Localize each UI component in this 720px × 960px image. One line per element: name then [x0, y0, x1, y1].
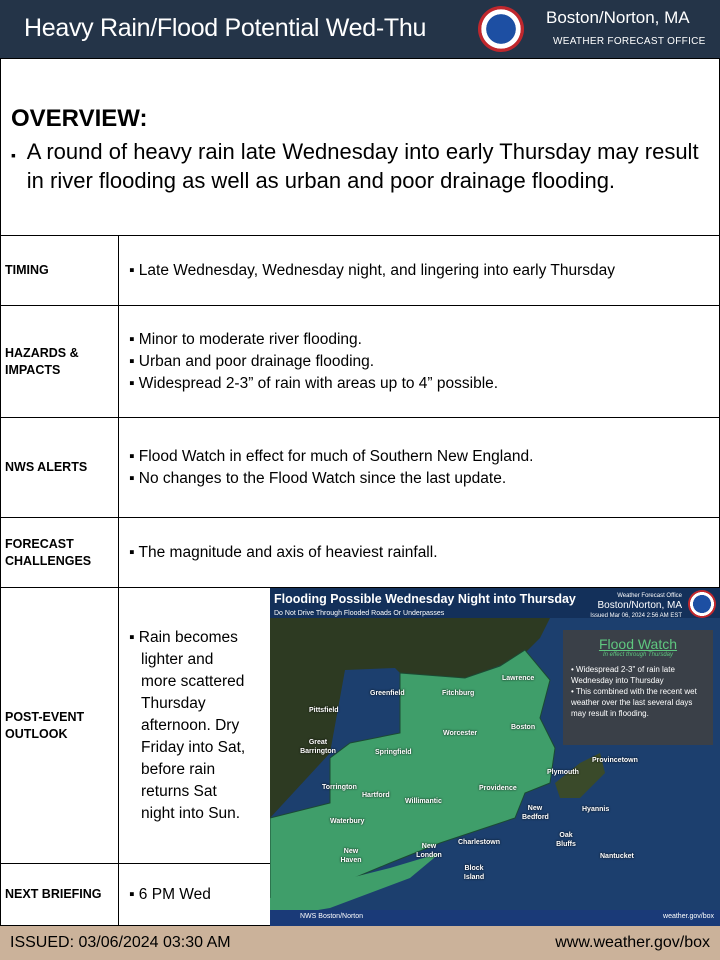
- city-label: Charlestown: [458, 839, 501, 846]
- overview-text: A round of heavy rain late Wednesday into early Thursday may result in river flooding as well as urban and poor drainage flooding.: [26, 139, 699, 193]
- city-label: Provincetown: [592, 757, 638, 764]
- row-item: returns Sat: [141, 782, 217, 800]
- footer-url[interactable]: www.weather.gov/box: [555, 934, 710, 951]
- flood-watch-box: [563, 630, 713, 745]
- flood-watch-item: • This combined with the recent wet weather over the last several days may result in flooding.: [571, 687, 697, 718]
- city-label: Hyannis: [582, 806, 610, 813]
- city-label: Torrington: [322, 784, 357, 791]
- page-title: Heavy Rain/Flood Potential Wed-Thu: [24, 14, 427, 42]
- map-subtitle: Do Not Drive Through Flooded Roads Or Underpasses: [274, 610, 445, 617]
- row-item: Thursday: [141, 694, 206, 712]
- row-label: NWS ALERTS: [1, 418, 119, 517]
- issued-label: ISSUED: 03/06/2024 03:30 AM: [10, 934, 231, 951]
- city-label: New Haven: [340, 848, 362, 864]
- row-label: HAZARDS & IMPACTS: [1, 306, 119, 417]
- city-label: Fitchburg: [442, 690, 475, 697]
- row-item: ▪ Flood Watch in effect for much of Southern New England.: [129, 447, 534, 465]
- row-item: afternoon. Dry: [141, 716, 240, 734]
- city-label: Willimantic: [405, 798, 442, 805]
- city-label: Springfield: [375, 749, 412, 756]
- city-label: Nantucket: [600, 853, 634, 860]
- overview-heading: OVERVIEW:: [11, 105, 148, 132]
- map-footer-url: weather.gov/box: [663, 913, 714, 920]
- flood-map-graphic: [270, 588, 720, 926]
- nws-logo-icon: [478, 6, 524, 52]
- row-label: FORECAST CHALLENGES: [1, 518, 119, 587]
- row-item: night into Sun.: [141, 804, 241, 822]
- row-label: TIMING: [1, 236, 119, 305]
- row-item: ▪ Rain becomes: [129, 628, 238, 646]
- row-item: more scattered: [141, 672, 245, 690]
- row-label: POST-EVENT OUTLOOK: [1, 588, 119, 863]
- city-label: Providence: [479, 785, 517, 792]
- city-label: Plymouth: [547, 769, 579, 776]
- city-label: Great Barrington: [300, 739, 336, 755]
- city-label: Pittsfield: [309, 707, 339, 714]
- city-label: Waterbury: [330, 818, 365, 825]
- flood-watch-item: • Widespread 2-3" of rain late Wednesday into Thursday: [571, 665, 675, 685]
- row-item: ▪ The magnitude and axis of heaviest rainfall.: [129, 543, 438, 561]
- city-label: New London: [416, 843, 442, 859]
- map-title: Flooding Possible Wednesday Night into Thursday: [274, 592, 576, 606]
- row-label: NEXT BRIEFING: [1, 864, 119, 925]
- header: [0, 0, 720, 58]
- bullet: ▪: [11, 147, 16, 163]
- map-footer-social: NWS Boston/Norton: [300, 913, 364, 920]
- row-item: before rain: [141, 760, 216, 778]
- row-hazards: [0, 306, 720, 418]
- overview-section: [0, 58, 720, 236]
- row-item: ▪ Late Wednesday, Wednesday night, and lingering into early Thursday: [129, 261, 616, 279]
- flood-watch-title: Flood Watch: [598, 636, 678, 652]
- row-item: ▪ Urban and poor drainage flooding.: [129, 352, 375, 370]
- city-label: Worcester: [443, 730, 478, 737]
- row-timing: [0, 236, 720, 306]
- row-item: ▪ Widespread 2-3” of rain with areas up to 4” possible.: [129, 374, 499, 392]
- city-label: Lawrence: [502, 675, 535, 682]
- map-office: [590, 592, 682, 620]
- row-alerts: [0, 418, 720, 518]
- city-label: Oak Bluffs: [556, 832, 576, 848]
- flood-watch-subtitle: In effect through Thursday: [602, 652, 674, 658]
- city-label: New Bedford: [522, 805, 549, 821]
- city-label: Boston: [511, 724, 536, 731]
- wfo-name: Boston/Norton, MA: [597, 600, 682, 611]
- row-challenges: [0, 518, 720, 588]
- city-label: Block Island: [463, 865, 485, 881]
- office-subtitle: WEATHER FORECAST OFFICE: [553, 36, 706, 47]
- map-footer: [270, 910, 720, 926]
- city-label: Hartford: [362, 792, 390, 799]
- row-item: ▪ No changes to the Flood Watch since the last update.: [129, 469, 507, 487]
- row-item: ▪ 6 PM Wed: [129, 885, 211, 903]
- wfo-label: Weather Forecast Office: [617, 593, 682, 599]
- city-label: Greenfield: [370, 690, 405, 697]
- issued-time: Issued Mar 06, 2024 2:56 AM EST: [590, 613, 682, 619]
- footer: [0, 926, 720, 960]
- row-item: lighter and: [141, 650, 214, 668]
- office-name: Boston/Norton, MA: [546, 8, 690, 27]
- row-item: Friday into Sat,: [141, 738, 246, 756]
- nws-logo-icon: [688, 590, 716, 618]
- row-item: ▪ Minor to moderate river flooding.: [129, 330, 362, 348]
